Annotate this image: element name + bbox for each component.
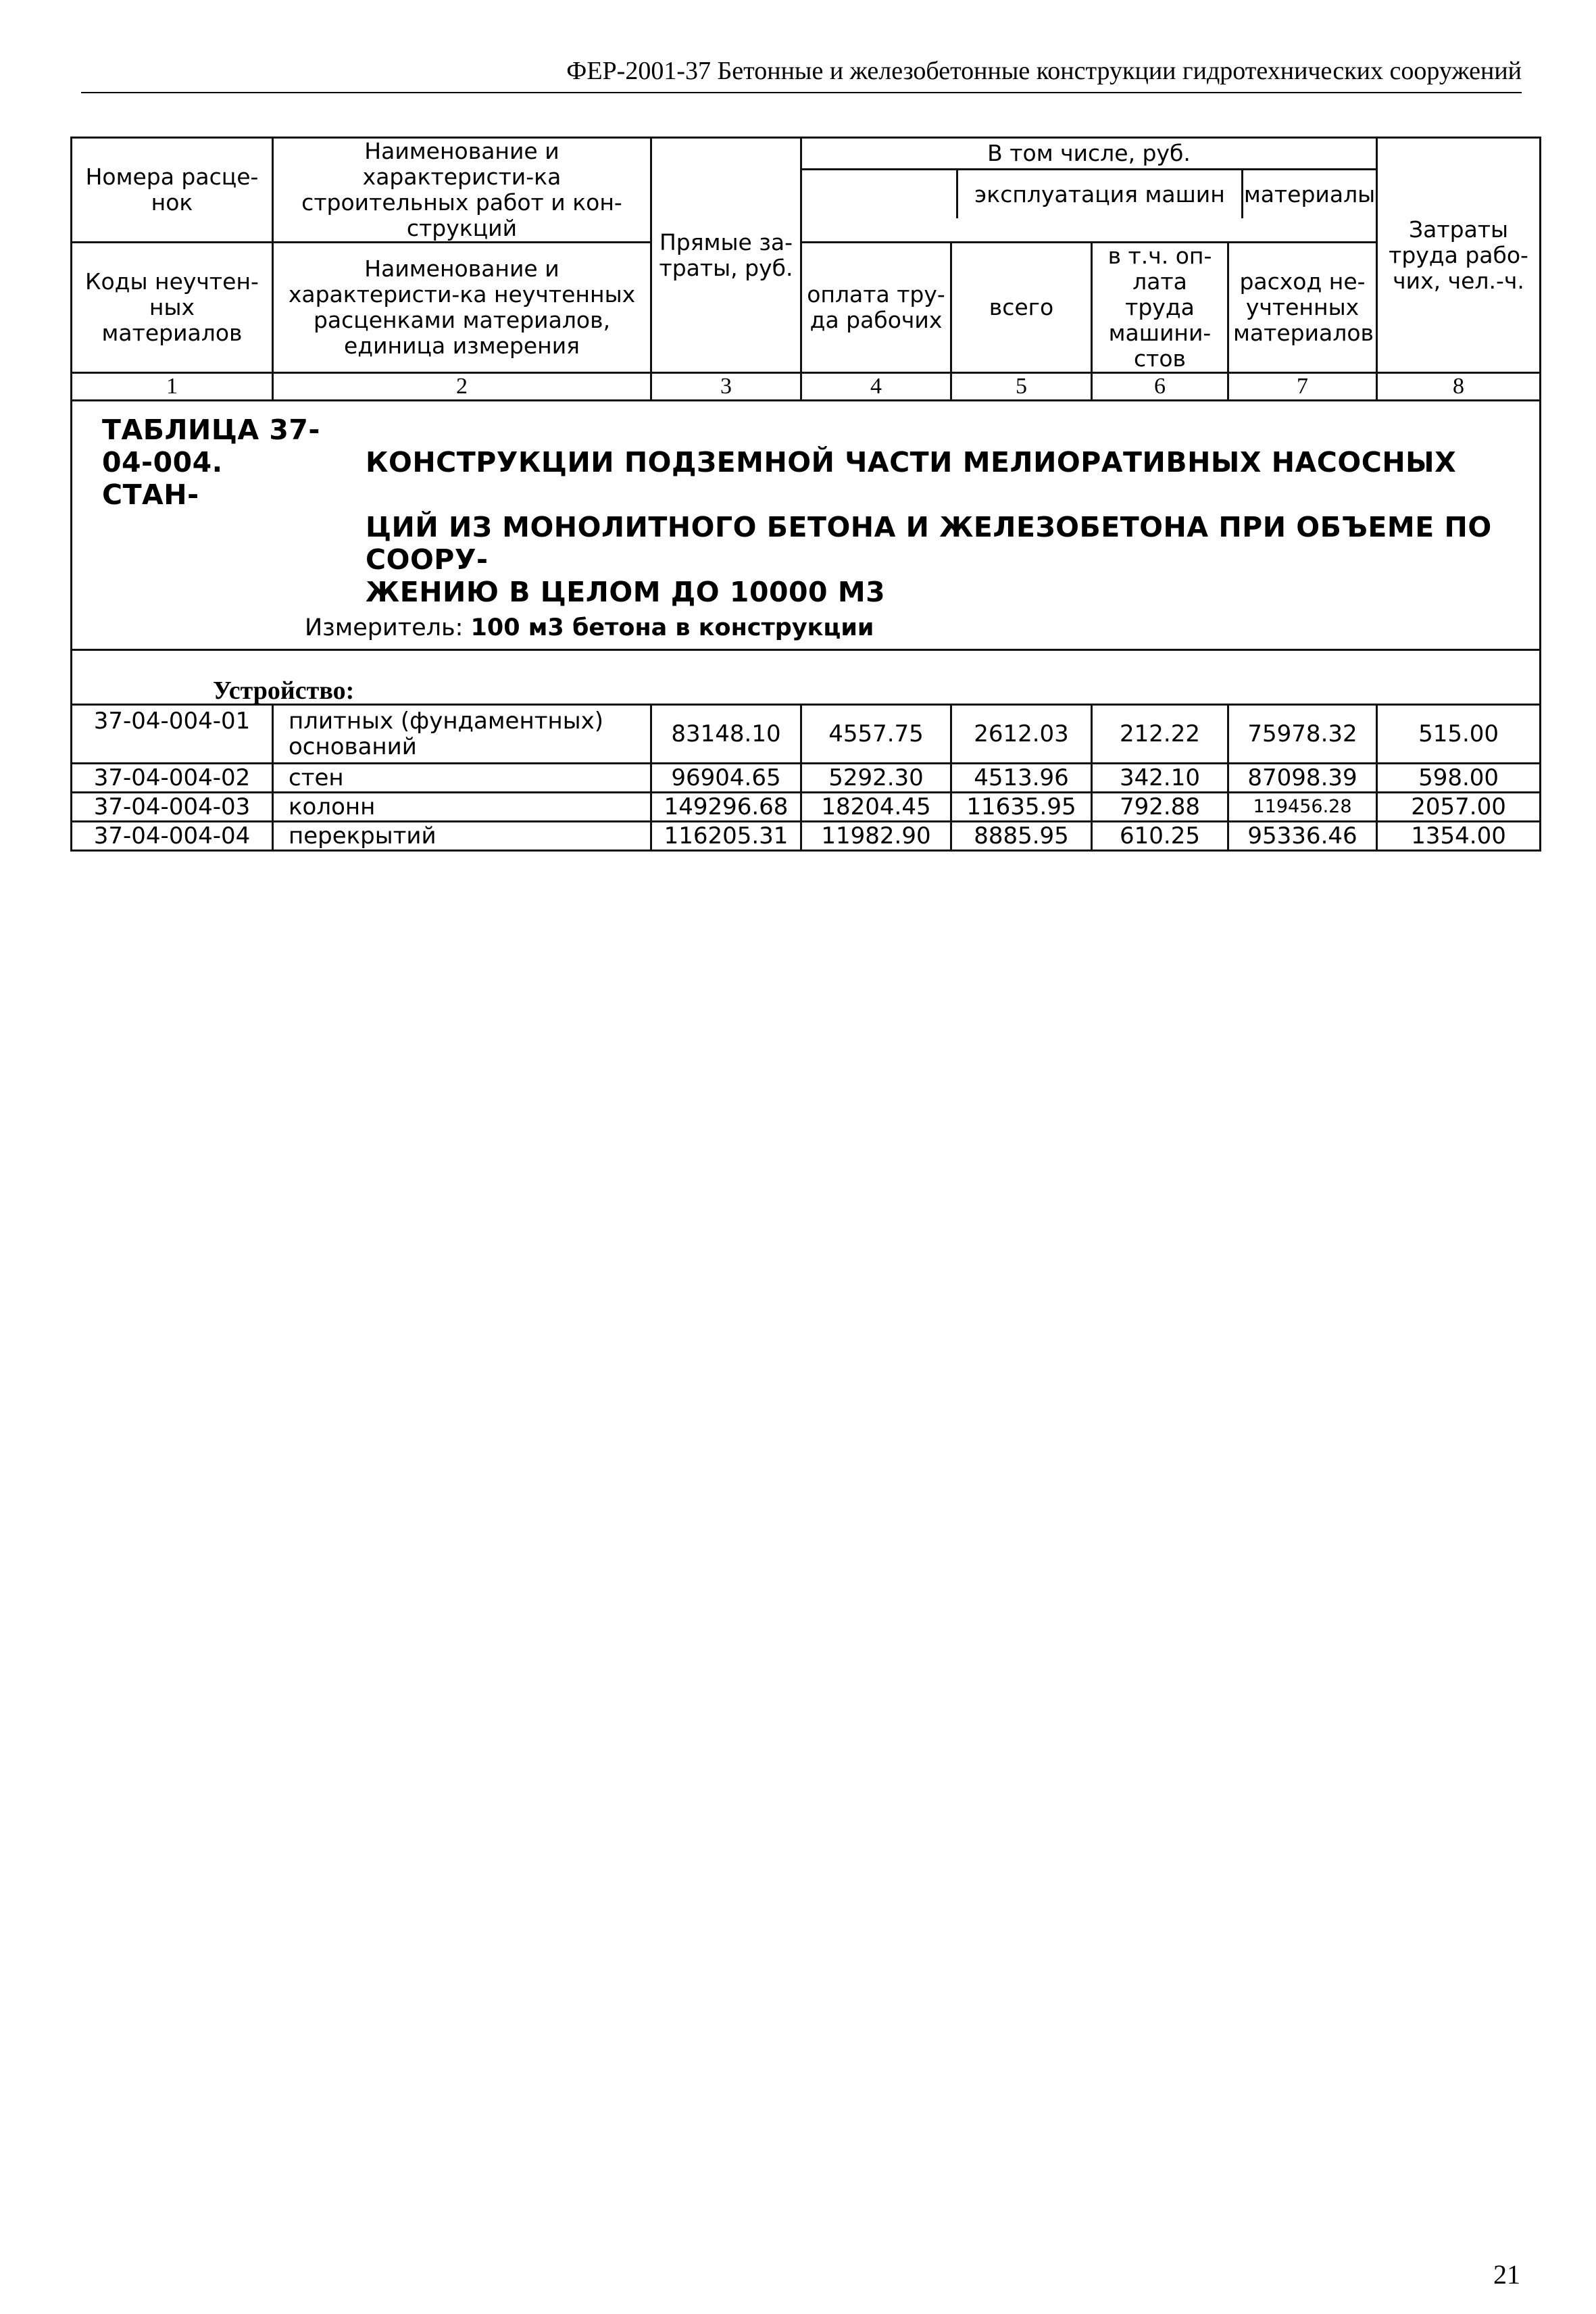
header-row-top (72, 138, 1541, 243)
labor-spacer (802, 170, 958, 218)
column-number: 6 (1092, 373, 1228, 401)
table-row (72, 764, 1541, 793)
column-number: 4 (801, 373, 951, 401)
machines-total: 4513.96 (951, 764, 1092, 793)
col-rate-number-header: Номера расце-нок (72, 138, 273, 243)
machines-total: 8885.95 (951, 822, 1092, 851)
worker-pay: 11982.90 (801, 822, 951, 851)
norms-table (70, 137, 1541, 852)
section-row (72, 650, 1541, 705)
column-number: 3 (651, 373, 801, 401)
operator-pay: 342.10 (1092, 764, 1228, 793)
table-row (72, 705, 1541, 764)
work-name: стен (273, 764, 651, 793)
labor-hours: 2057.00 (1377, 793, 1541, 822)
materials-cost: 119456.28 (1228, 793, 1377, 822)
subgroup-row (802, 170, 1376, 218)
col-material-codes-header: Коды неучтен-ных материалов (72, 243, 273, 373)
header-row-bottom (72, 243, 1541, 373)
header-rule (81, 92, 1522, 93)
meter-value: 100 м3 бетона в конструкции (470, 614, 874, 641)
worker-pay: 4557.75 (801, 705, 951, 764)
direct-costs: 116205.31 (651, 822, 801, 851)
col-machines-total-header: всего (951, 243, 1092, 373)
machines-header: эксплуатация машин (958, 170, 1243, 218)
column-number: 8 (1377, 373, 1541, 401)
machines-total: 2612.03 (951, 705, 1092, 764)
page-number: 21 (1493, 2259, 1520, 2290)
materials-cost: 75978.32 (1228, 705, 1377, 764)
running-header: ФЕР-2001-37 Бетонные и железобетонные конструкции гидротехнических сооружений (566, 57, 1522, 85)
table-title-row (72, 401, 1541, 650)
rate-code: 37-04-004-01 (72, 705, 273, 764)
section-heading: Устройство: (72, 650, 1541, 705)
labor-hours: 598.00 (1377, 764, 1541, 793)
worker-pay: 5292.30 (801, 764, 951, 793)
table-title-cell (72, 401, 1541, 650)
direct-costs: 96904.65 (651, 764, 801, 793)
column-number: 7 (1228, 373, 1377, 401)
work-name: плитных (фундаментных) оснований (273, 705, 651, 764)
materials-cost: 87098.39 (1228, 764, 1377, 793)
table-title-text-3: ЖЕНИЮ В ЦЕЛОМ ДО 10000 М3 (366, 576, 886, 608)
operator-pay: 610.25 (1092, 822, 1228, 851)
work-name: колонн (273, 793, 651, 822)
rate-code: 37-04-004-02 (72, 764, 273, 793)
col-work-name-header: Наименование и характеристи-ка строительных работ и кон-струкций (273, 138, 651, 243)
column-number: 2 (273, 373, 651, 401)
column-number: 5 (951, 373, 1092, 401)
rate-code: 37-04-004-04 (72, 822, 273, 851)
meter-label: Измеритель: (305, 614, 464, 641)
table-title-line-1 (102, 414, 1520, 511)
materials-header: материалы (1243, 180, 1376, 207)
table-title-text-1: КОНСТРУКЦИИ ПОДЗЕМНОЙ ЧАСТИ МЕЛИОРАТИВНЫХ НАСОСНЫХ СТАН- (102, 446, 1457, 511)
group-including-header: В том числе, руб. (802, 139, 1376, 170)
table-title-label: ТАБЛИЦА 37-04-004. (102, 414, 320, 478)
col-labor-hours-header: Затраты труда рабо-чих, чел.-ч. (1377, 138, 1541, 373)
col-operator-pay-header: в т.ч. оп-лата труда машини-стов (1092, 243, 1228, 373)
table-row (72, 822, 1541, 851)
labor-hours: 515.00 (1377, 705, 1541, 764)
rate-code: 37-04-004-03 (72, 793, 273, 822)
table-row (72, 793, 1541, 822)
labor-hours: 1354.00 (1377, 822, 1541, 851)
operator-pay: 792.88 (1092, 793, 1228, 822)
col-material-name-header: Наименование и характеристи-ка неучтенных расценками материалов, единица измерения (273, 243, 651, 373)
column-number: 1 (72, 373, 273, 401)
col-direct-costs-header: Прямые за-траты, руб. (651, 138, 801, 373)
materials-cost: 95336.46 (1228, 822, 1377, 851)
machines-total: 11635.95 (951, 793, 1092, 822)
column-number-row (72, 373, 1541, 401)
operator-pay: 212.22 (1092, 705, 1228, 764)
col-unaccounted-materials-header: расход не-учтенных материалов (1228, 243, 1377, 373)
col-worker-pay-header: оплата тру-да рабочих (801, 243, 951, 373)
group-header-cell (801, 138, 1377, 243)
direct-costs: 83148.10 (651, 705, 801, 764)
direct-costs: 149296.68 (651, 793, 801, 822)
meter-line (102, 615, 1520, 641)
work-name: перекрытий (273, 822, 651, 851)
worker-pay: 18204.45 (801, 793, 951, 822)
table-title-text-2: ЦИЙ ИЗ МОНОЛИТНОГО БЕТОНА И ЖЕЛЕЗОБЕТОНА ПРИ ОБЪЕМЕ ПО СООРУ- (366, 511, 1492, 576)
